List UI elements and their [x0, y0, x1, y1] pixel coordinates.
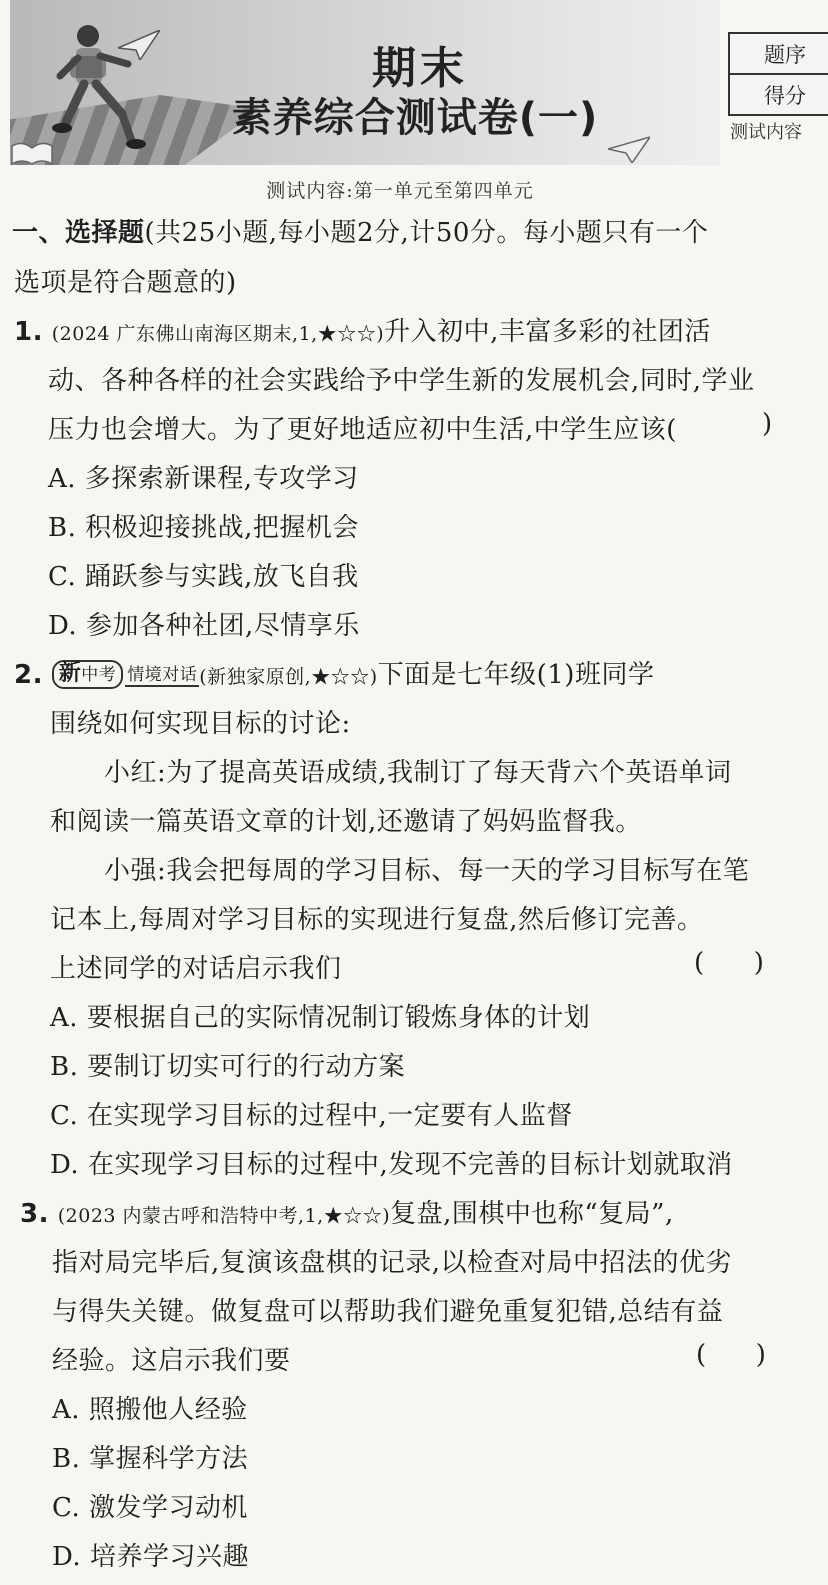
option-a: A. 要根据自己的实际情况制订锻炼身体的计划: [50, 1003, 591, 1033]
tag-text: 中考: [81, 665, 117, 685]
paper-plane-icon: [118, 30, 160, 60]
open-book-icon: [10, 140, 54, 166]
option-d: D. 在实现学习目标的过程中,发现不完善的目标计划就取消: [50, 1150, 733, 1180]
score-table-row-number: 题序: [764, 42, 806, 67]
option-a: A. 照搬他人经验: [52, 1395, 248, 1425]
dialogue-xiaoqiang-line1: 小强:我会把每周的学习目标、每一天的学习目标写在笔: [104, 856, 750, 886]
exam-title-line1: 期末: [372, 43, 468, 94]
question-number: 1.: [14, 317, 43, 347]
question-3-line1: [20, 1193, 674, 1230]
answer-blank: ( ): [696, 1340, 766, 1370]
new-exam-tag: [52, 660, 124, 689]
answer-blank-close: ): [762, 409, 773, 439]
section-description: (共25小题,每小题2分,计50分。每小题只有一个: [144, 218, 709, 248]
option-c: C. 踊跃参与实践,放飞自我: [48, 562, 359, 592]
option-d: D. 培养学习兴趣: [52, 1542, 249, 1572]
question-text: 下面是七年级(1)班同学: [377, 660, 655, 690]
exam-title-line2: 素养综合测试卷(一): [231, 95, 599, 141]
dialogue-xiaohong-line1: 小红:为了提高英语成绩,我制订了每天背六个英语单词: [104, 758, 732, 788]
question-2-line1: [14, 654, 654, 691]
score-table-row-score: 得分: [730, 73, 828, 114]
question-3-line4: 经验。这启示我们要: [52, 1346, 291, 1376]
question-1-line2: 动、各种各样的社会实践给予中学生新的发展机会,同时,学业: [48, 366, 755, 396]
test-scope: 测试内容:第一单元至第四单元: [266, 180, 534, 202]
section-description-cont: 选项是符合题意的): [14, 268, 237, 298]
option-b: B. 掌握科学方法: [52, 1444, 249, 1474]
question-number: 3.: [20, 1199, 49, 1229]
question-text: 复盘,围棋中也称“复局”,: [390, 1199, 674, 1229]
question-source: (2024 广东佛山南海区期末,1,★☆☆): [51, 323, 385, 345]
dialogue-xiaohong-line2: 和阅读一篇英语文章的计划,还邀请了妈妈监督我。: [50, 807, 642, 837]
question-3-line2: 指对局完毕后,复演该盘棋的记录,以检查对局中招法的优劣: [52, 1248, 733, 1278]
question-1-line1: [14, 311, 711, 348]
scenario-tag: 情境对话: [125, 660, 199, 687]
cut-off-label: 测试内容: [730, 122, 802, 143]
dialogue-xiaoqiang-line2: 记本上,每周对学习目标的实现进行复盘,然后修订完善。: [50, 905, 704, 935]
question-3-line3: 与得失关键。做复盘可以帮助我们避免重复犯错,总结有益: [52, 1297, 724, 1327]
option-b: B. 要制订切实可行的行动方案: [50, 1052, 406, 1082]
option-a: A. 多探索新课程,专攻学习: [48, 464, 359, 494]
option-d: D. 参加各种社团,尽情享乐: [48, 611, 360, 641]
section-title: 一、选择题: [12, 218, 145, 248]
option-c: C. 激发学习动机: [52, 1493, 248, 1523]
question-source: (2023 内蒙古呼和浩特中考,1,★☆☆): [57, 1205, 391, 1227]
option-c: C. 在实现学习目标的过程中,一定要有人监督: [50, 1101, 573, 1131]
question-2-stem: 上述同学的对话启示我们: [50, 954, 342, 984]
score-table: [728, 32, 828, 116]
answer-blank: ( ): [694, 948, 764, 978]
question-number: 2.: [14, 660, 43, 690]
option-b: B. 积极迎接挑战,把握机会: [48, 513, 359, 543]
question-source: (新独家原创,★☆☆): [199, 666, 378, 688]
question-1-line3: 压力也会增大。为了更好地适应初中生活,中学生应该(: [48, 415, 677, 445]
section-heading: [12, 212, 708, 249]
tag-char: 新: [58, 661, 82, 686]
question-2-line2: 围绕如何实现目标的讨论:: [50, 709, 351, 739]
question-text: 升入初中,丰富多彩的社团活: [384, 317, 711, 347]
running-student-illustration: [40, 18, 190, 168]
